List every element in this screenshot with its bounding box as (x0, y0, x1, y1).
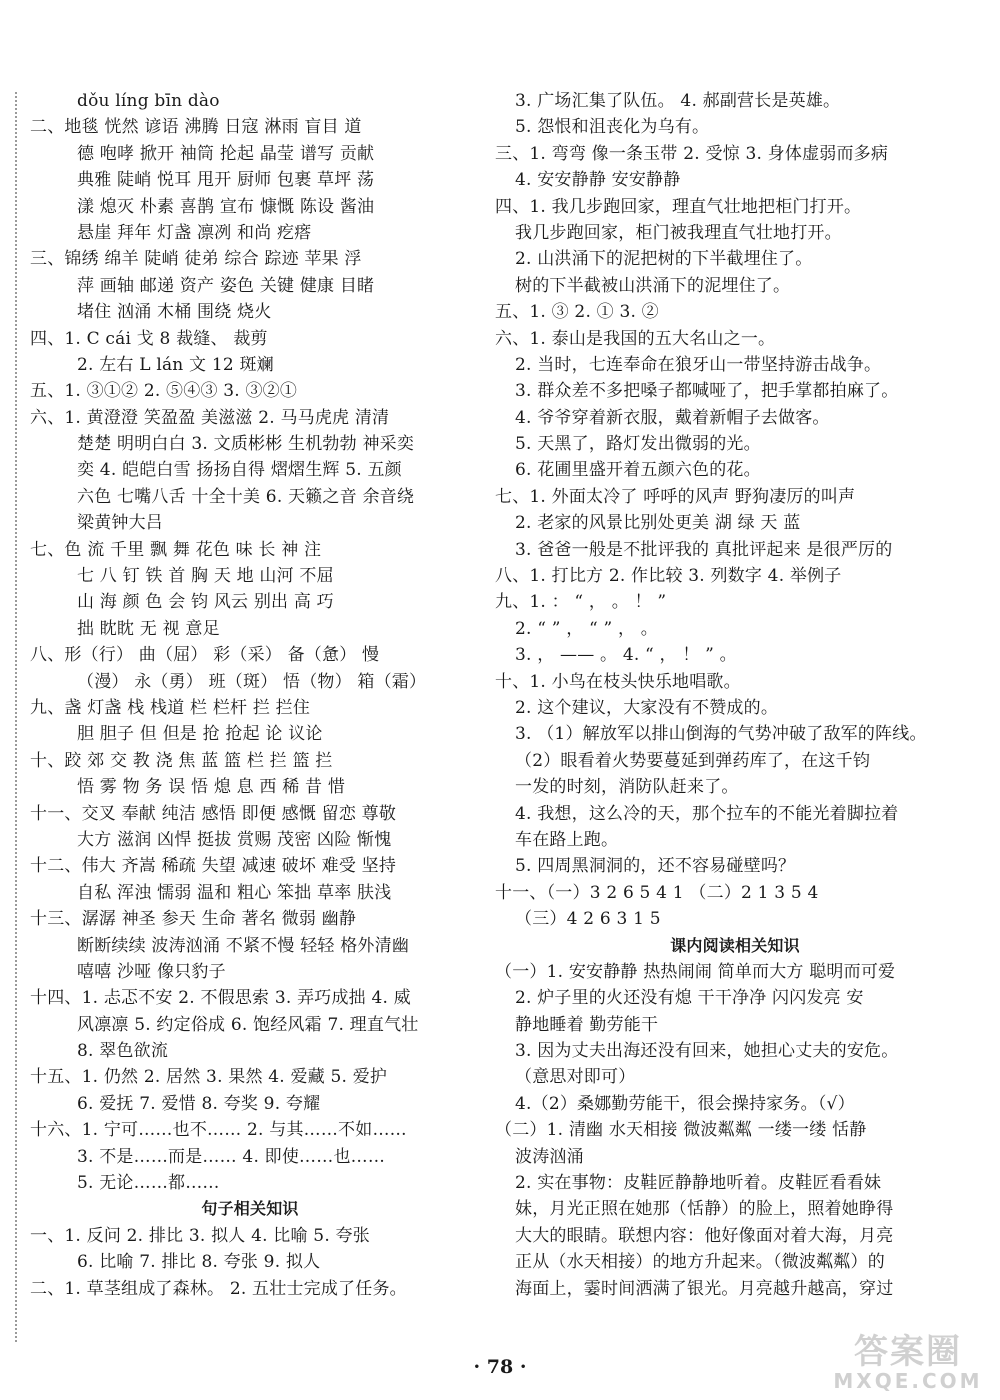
answer-line: 十四、1. 忐忑不安 2. 不假思索 3. 弄巧成拙 4. 威 (30, 988, 411, 1009)
section-heading: 课内阅读相关知识 (670, 935, 800, 955)
answer-line: 5. 四周黑洞洞的，还不容易碰壁吗？ (515, 856, 796, 877)
answer-line: 二、地毯 恍然 谚语 沸腾 日寇 淋雨 盲目 道 (30, 117, 362, 138)
answer-line: 车在路上跑。 (515, 829, 619, 850)
answer-line: 断断续续 波涛汹涌 不紧不慢 轻轻 格外清幽 (77, 935, 410, 956)
section-heading: 句子相关知识 (201, 1199, 299, 1219)
answer-line: 六、1. 黄澄澄 笑盈盈 美滋滋 2. 马马虎虎 清清 (30, 407, 390, 428)
answer-line: 2. 左右 L lán 文 12 斑斓 (77, 354, 274, 375)
answer-line: 十二、伟大 齐嵩 稀疏 失望 减速 破坏 难受 坚持 (30, 856, 397, 877)
answer-line: 十、1. 小鸟在枝头快乐地唱歌。 (495, 671, 741, 692)
answer-line: 五、1. ③ 2. ① 3. ② (495, 302, 659, 323)
answer-line: 楚楚 明明白白 3. 文质彬彬 生机勃勃 神采奕 (77, 434, 415, 455)
answer-line: 十一、（一）3 2 6 5 4 1 （二）2 1 3 5 4 (495, 882, 819, 903)
answer-line: 大方 滋润 凶悍 挺拔 赏赐 茂密 凶险 惭愧 (77, 829, 392, 850)
answer-line: 三、锦绣 绵羊 陡峭 徒弟 综合 踪迹 苹果 浮 (30, 249, 362, 270)
answer-line: （意思对即可） (515, 1067, 636, 1088)
answer-line: 5. 怨恨和沮丧化为乌有。 (515, 117, 710, 138)
watermark-title: 答案圈 (854, 1332, 962, 1372)
answer-line: 3. ， —— 。 4. “ ， ！ ” 。 (515, 645, 737, 666)
margin-dotted-rule (15, 92, 17, 1342)
answer-line: 六色 七嘴八舌 十全十美 6. 天籁之音 余音绕 (77, 486, 415, 507)
answer-line: 2. “ ” ， “ ” ， 。 (515, 618, 659, 639)
answer-line: 妹，月光正照在她那（恬静）的脸上，照着她睁得 (515, 1199, 894, 1220)
answer-line: 3. 因为丈夫出海还没有回来，她担心丈夫的安危。 (515, 1041, 899, 1062)
answer-line: 十一、交叉 奉献 纯洁 感悟 即便 感慨 留恋 尊敬 (30, 803, 397, 824)
answer-line: 漾 熄灭 朴素 喜鹊 宣布 慷慨 陈设 酱油 (77, 196, 375, 217)
answer-line: 5. 无论……都…… (77, 1173, 220, 1194)
answer-line: 6. 花圃里盛开着五颜六色的花。 (515, 460, 761, 481)
answer-line: 6. 比喻 7. 排比 8. 夸张 9. 拟人 (77, 1252, 321, 1273)
answer-line: （一）1. 安安静静 热热闹闹 简单而大方 聪明而可爱 (495, 961, 896, 982)
answer-line: 6. 爱抚 7. 爱惜 8. 夸奖 9. 夸耀 (77, 1093, 321, 1114)
answer-line: 3. 群众差不多把嗓子都喊哑了，把手掌都拍麻了。 (515, 381, 899, 402)
answer-line: 树的下半截被山洪涌下的泥埋住了。 (515, 275, 791, 296)
answer-line: 4. 我想，这么冷的天，那个拉车的不能光着脚拉着 (515, 803, 899, 824)
answer-line: 静地睡着 勤劳能干 (515, 1014, 659, 1035)
answer-line: 山 海 颜 色 会 钧 风云 别出 高 巧 (77, 592, 334, 613)
answer-line: 十、跤 郊 交 教 浇 焦 蓝 篮 栏 拦 篮 拦 (30, 750, 333, 771)
answer-line: 四、1. C cái 戈 8 裁缝、 裁剪 (30, 328, 268, 349)
right-answer-column (495, 88, 975, 1302)
answer-line: 一发的时刻，消防队赶来了。 (515, 777, 739, 798)
answer-line: 波涛汹涌 (515, 1146, 584, 1167)
answer-line: 萍 画轴 邮递 资产 姿色 关键 健康 目睹 (77, 275, 375, 296)
answer-line: 3. 爸爸一般是不批评我的 真批评起来 是很严厉的 (515, 539, 893, 560)
answer-line: 2. 当时，七连奉命在狼牙山一带坚持游击战争。 (515, 354, 882, 375)
answer-line: 胆 胆子 但 但是 抢 抢起 论 议论 (77, 724, 323, 745)
answer-line: 3. （1）解放军以排山倒海的气势冲破了敌军的阵线。 (515, 724, 927, 745)
answer-line: 嘻嘻 沙哑 像只豹子 (77, 961, 226, 982)
answer-line: 七 八 钉 铁 首 胸 天 地 山河 不屈 (77, 566, 334, 587)
answer-line: 四、1. 我几步跑回家，理直气壮地把柜门打开。 (495, 196, 862, 217)
page-number: · 78 · (473, 1356, 527, 1378)
answer-line: 海面上，霎时间洒满了银光。月亮越升越高，穿过 (515, 1278, 894, 1299)
answer-line: 3. 广场汇集了队伍。 4. 郝副营长是英雄。 (515, 91, 841, 111)
answer-line: 五、1. ③①② 2. ⑤④③ 3. ③②① (30, 381, 298, 402)
answer-line: 堵住 汹涌 木桶 围绕 烧火 (77, 302, 272, 323)
answer-line: dǒu líng bīn dào (77, 91, 220, 111)
answer-line: 3. 不是……而是…… 4. 即使……也…… (77, 1146, 386, 1167)
answer-line: 4. 爷爷穿着新衣服，戴着新帽子去做客。 (515, 407, 830, 428)
answer-line: 自私 浑浊 懦弱 温和 粗心 笨拙 草率 肤浅 (77, 882, 392, 903)
answer-line: （三）4 2 6 3 1 5 (515, 909, 661, 930)
answer-line: 4.（2）桑娜勤劳能干，很会操持家务。（√） (515, 1093, 855, 1114)
answer-line: 我几步跑回家，柜门被我理直气壮地打开。 (515, 222, 842, 243)
answer-line: 九、1. ： “ ， 。 ！ ” (495, 592, 667, 613)
answer-line: 2. 山洪涌下的泥把树的下半截埋住了。 (515, 249, 813, 270)
answer-line: 2. 老家的风景比别处更美 湖 绿 天 蓝 (515, 513, 801, 534)
answer-line: 2. 炉子里的火还没有熄 干干净净 闪闪发亮 安 (515, 988, 864, 1009)
left-answer-column (30, 88, 470, 1302)
answer-line: 风凛凛 5. 约定俗成 6. 饱经风霜 7. 理直气壮 (77, 1014, 419, 1035)
answer-line: 2. 这个建议，大家没有不赞成的。 (515, 697, 779, 718)
answer-line: 5. 天黑了，路灯发出微弱的光。 (515, 434, 761, 455)
answer-line: （漫） 永（勇） 班（斑） 悟（物） 箱（霜） (77, 671, 427, 692)
answer-line: （二）1. 清幽 水天相接 微波粼粼 一缕一缕 恬静 (495, 1120, 867, 1141)
answer-line: 悬崖 拜年 灯盏 凛冽 和尚 疙瘩 (77, 222, 312, 243)
answer-line: 二、1. 草茎组成了森林。 2. 五壮士完成了任务。 (30, 1278, 407, 1299)
answer-line: 8. 翠色欲流 (77, 1041, 169, 1062)
answer-line: 三、1. 弯弯 像一条玉带 2. 受惊 3. 身体虚弱而多病 (495, 143, 889, 164)
answer-line: 八、1. 打比方 2. 作比较 3. 列数字 4. 举例子 (495, 566, 842, 587)
answer-line: 正从（水天相接）的地方升起来。（微波粼粼）的 (515, 1252, 885, 1273)
answer-line: 2. 实在事物：皮鞋匠静静地听着。皮鞋匠看看妹 (515, 1173, 882, 1194)
answer-line: 七、色 流 千里 飘 舞 花色 味 长 神 注 (30, 539, 322, 560)
answer-line: 九、盏 灯盏 栈 栈道 栏 栏杆 拦 拦住 (30, 697, 311, 718)
watermark-logo (828, 1334, 988, 1394)
answer-line: 一、1. 反问 2. 排比 3. 拟人 4. 比喻 5. 夸张 (30, 1225, 370, 1246)
answer-line: 六、1. 泰山是我国的五大名山之一。 (495, 328, 776, 349)
answer-line: 八、形（行） 曲（屈） 彩（采） 备（惫） 慢 (30, 645, 380, 666)
answer-line: 典雅 陡峭 悦耳 甩开 厨师 包裹 草坪 荡 (77, 170, 375, 191)
answer-line: 拙 眈眈 无 视 意足 (77, 618, 220, 639)
answer-line: 七、1. 外面太冷了 呼呼的风声 野狗凄厉的叫声 (495, 486, 856, 507)
answer-line: 悟 雾 物 务 误 悟 熄 息 西 稀 昔 惜 (77, 777, 346, 798)
watermark-url: MXQE.COM (833, 1369, 983, 1393)
answer-line: 梁黄钟大吕 (77, 513, 163, 534)
answer-line: 奕 4. 皑皑白雪 扬扬自得 熠熠生辉 5. 五颜 (77, 460, 402, 481)
answer-line: 大大的眼睛。联想内容：他好像面对着大海，月亮 (515, 1225, 894, 1246)
answer-line: 4. 安安静静 安安静静 (515, 170, 681, 191)
answer-line: 十六、1. 宁可……也不…… 2. 与其……不如…… (30, 1120, 407, 1141)
answer-line: （2）眼看着火势要蔓延到弹药库了，在这千钧 (515, 750, 871, 771)
answer-line: 德 咆哮 掀开 袖筒 抡起 晶莹 谱写 贡献 (77, 143, 375, 164)
answer-line: 十三、潺潺 神圣 参天 生命 著名 微弱 幽静 (30, 909, 357, 930)
answer-line: 十五、1. 仍然 2. 居然 3. 果然 4. 爱藏 5. 爱护 (30, 1067, 388, 1088)
